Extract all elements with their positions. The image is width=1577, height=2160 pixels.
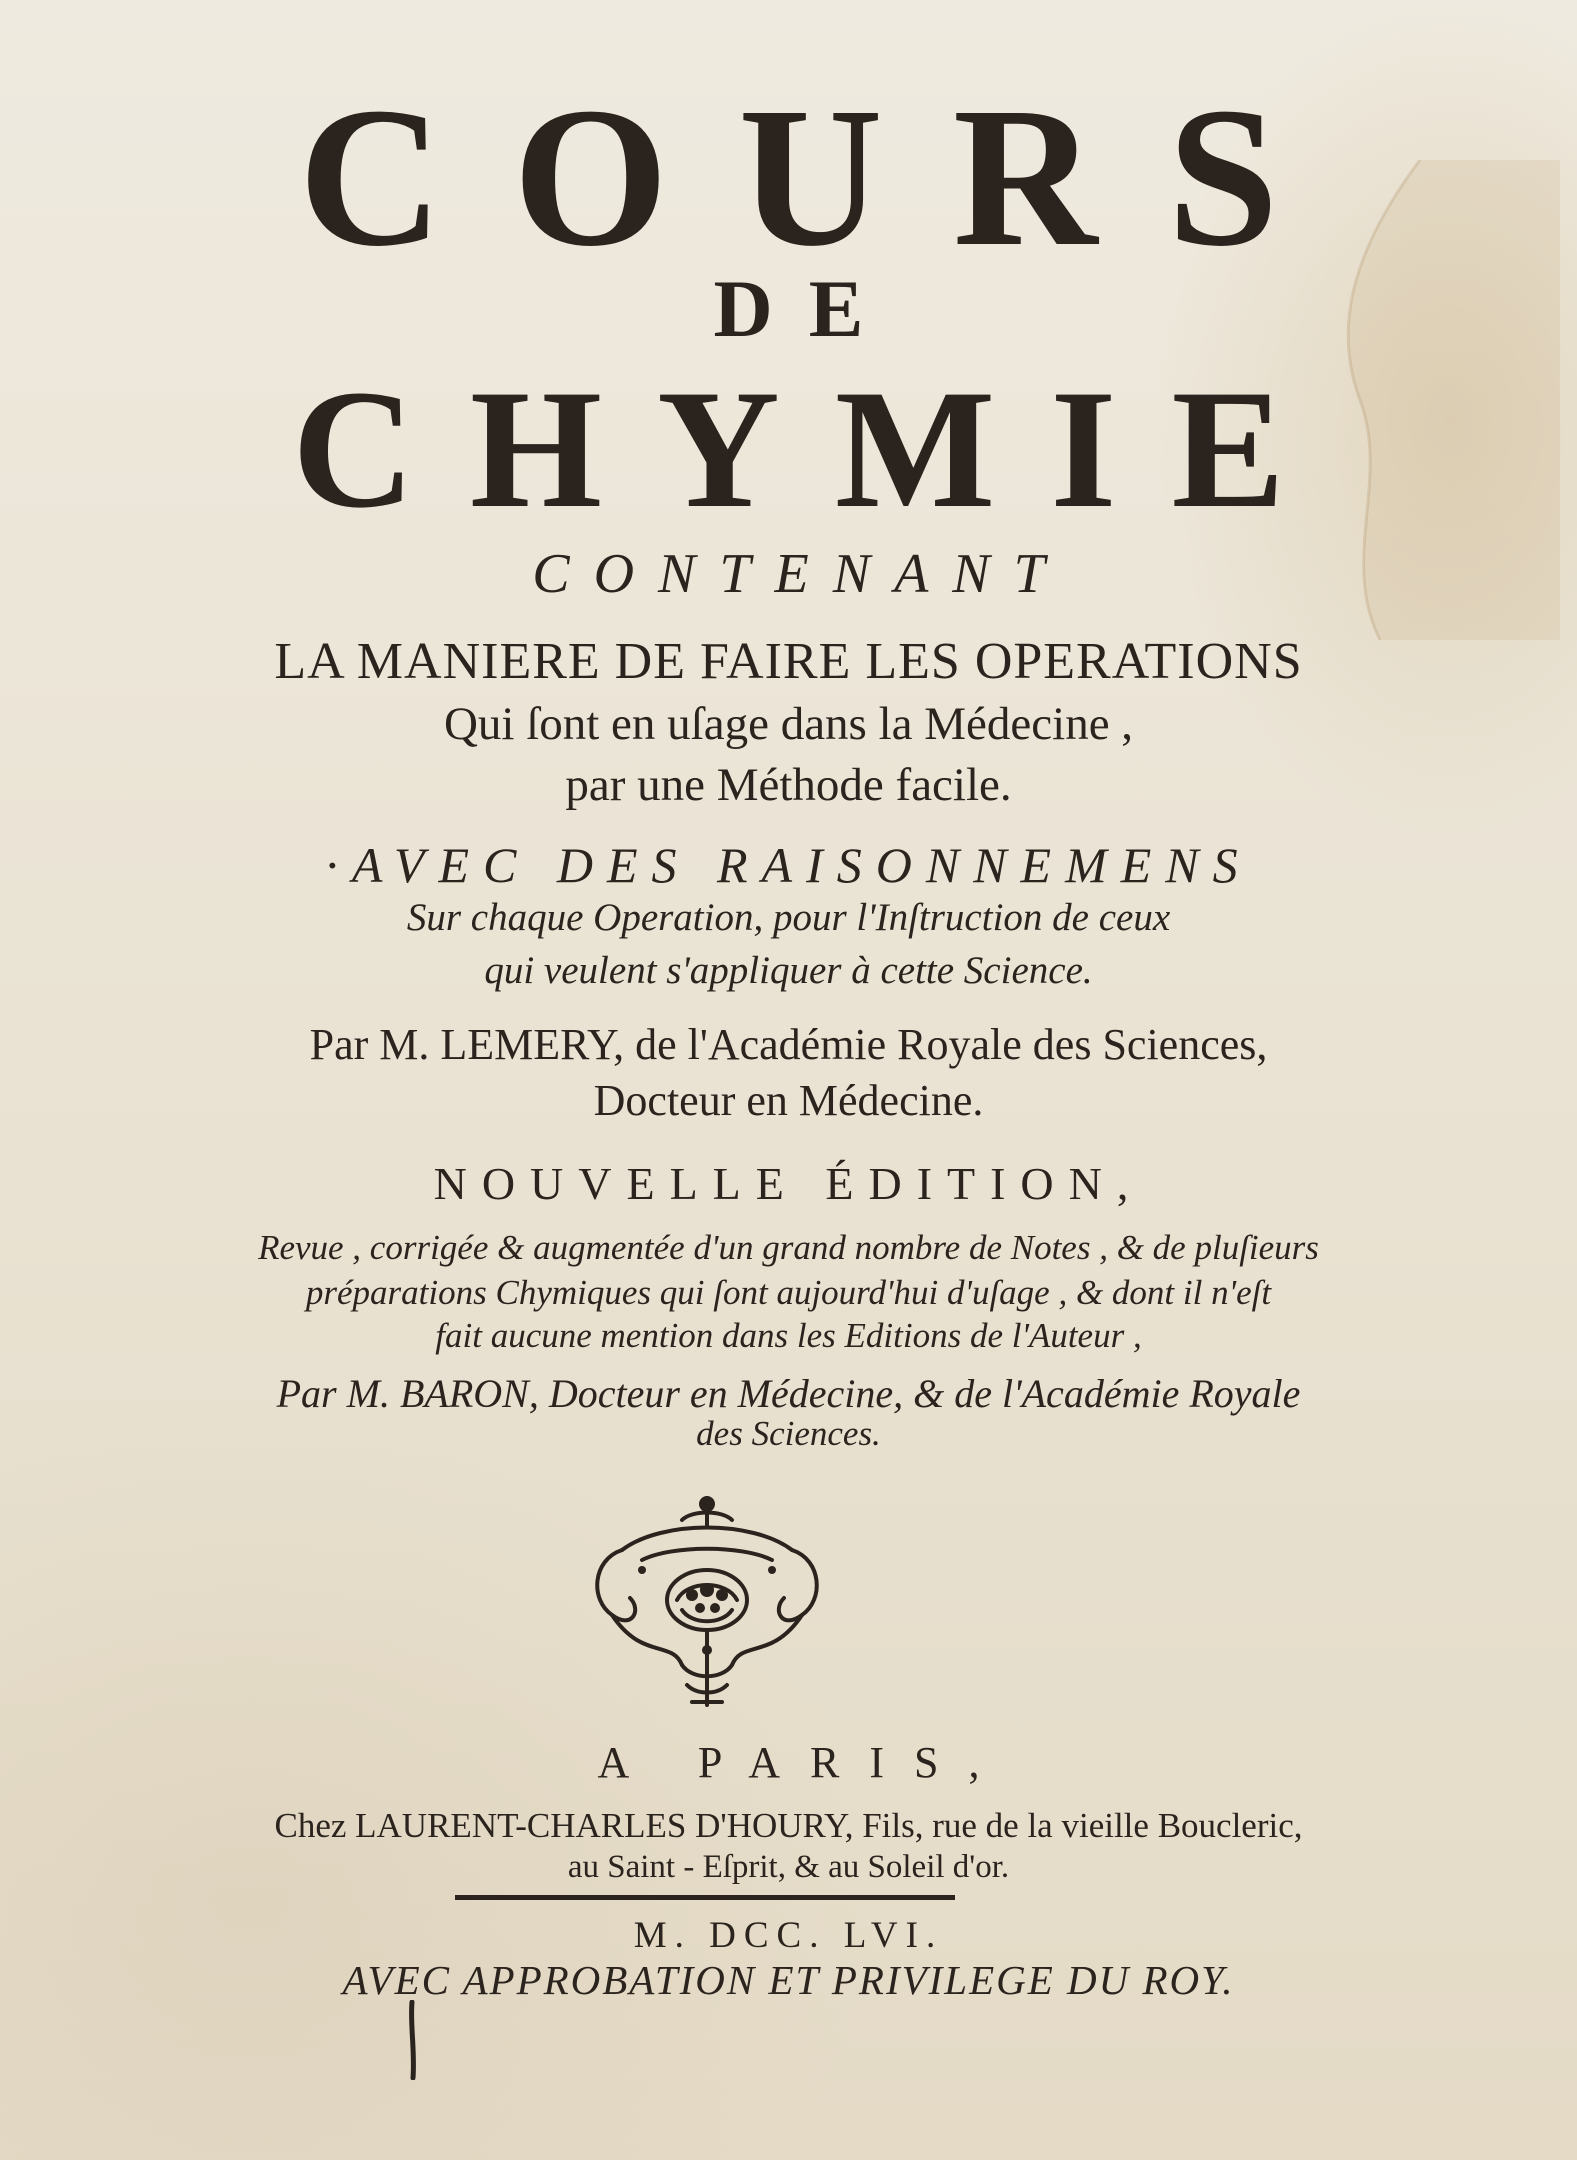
subtitle-line-2: Qui ſont en uſage dans la Médecine , xyxy=(443,698,1134,750)
printer-ornament-icon xyxy=(582,1490,832,1715)
subtitle-line-3: par une Méthode facile. xyxy=(565,759,1012,811)
reasoning-line-2: Sur chaque Operation, pour l'Inſtruction de ceux xyxy=(406,896,1171,939)
edition-line-3: fait aucune mention dans les Editions de l'Auteur , xyxy=(435,1316,1142,1355)
author-line-2: Docteur en Médecine. xyxy=(593,1076,984,1125)
title-cours: COURS xyxy=(298,67,1349,288)
editor-line-2: des Sciences. xyxy=(696,1414,881,1453)
title-chymie: CHYMIE xyxy=(292,355,1340,543)
title-de: DE xyxy=(713,263,900,354)
imprint-city: A PARIS, xyxy=(597,1738,1010,1787)
imprint-date: M. DCC. LVI. xyxy=(633,1915,944,1956)
edition-line-2: préparations Chymiques qui ſont aujourd'hui d'uſage , & dont il n'eſt xyxy=(305,1273,1272,1312)
reasoning-heading: ·AVEC DES RAISONNEMENS xyxy=(325,837,1252,893)
ink-mark xyxy=(406,2000,420,2080)
subtitle-line-1: LA MANIERE DE FAIRE LES OPERATIONS xyxy=(274,633,1303,690)
edition-line-1: Revue , corrigée & augmentée d'un grand nombre de Notes , & de pluſieurs xyxy=(258,1228,1319,1267)
title-contenant: CONTENANT xyxy=(532,543,1069,605)
imprint-line-2: au Saint - Eſprit, & au Soleil d'or. xyxy=(567,1849,1010,1885)
imprint-privilege: AVEC APPROBATION ET PRIVILEGE DU ROY. xyxy=(342,1957,1235,2003)
separator-rule xyxy=(455,1895,955,1900)
reasoning-line-3: qui veulent s'appliquer à cette Science. xyxy=(484,949,1093,992)
imprint-line-1: Chez LAURENT-CHARLES D'HOURY, Fils, rue de la vieille Boucleric, xyxy=(274,1806,1303,1845)
edition-heading: NOUVELLE ÉDITION, xyxy=(433,1158,1144,1209)
editor-line-1: Par M. BARON, Docteur en Médecine, & de l'Académie Royale xyxy=(276,1371,1301,1416)
author-line-1: Par M. LEMERY, de l'Académie Royale des Sciences, xyxy=(309,1020,1268,1069)
